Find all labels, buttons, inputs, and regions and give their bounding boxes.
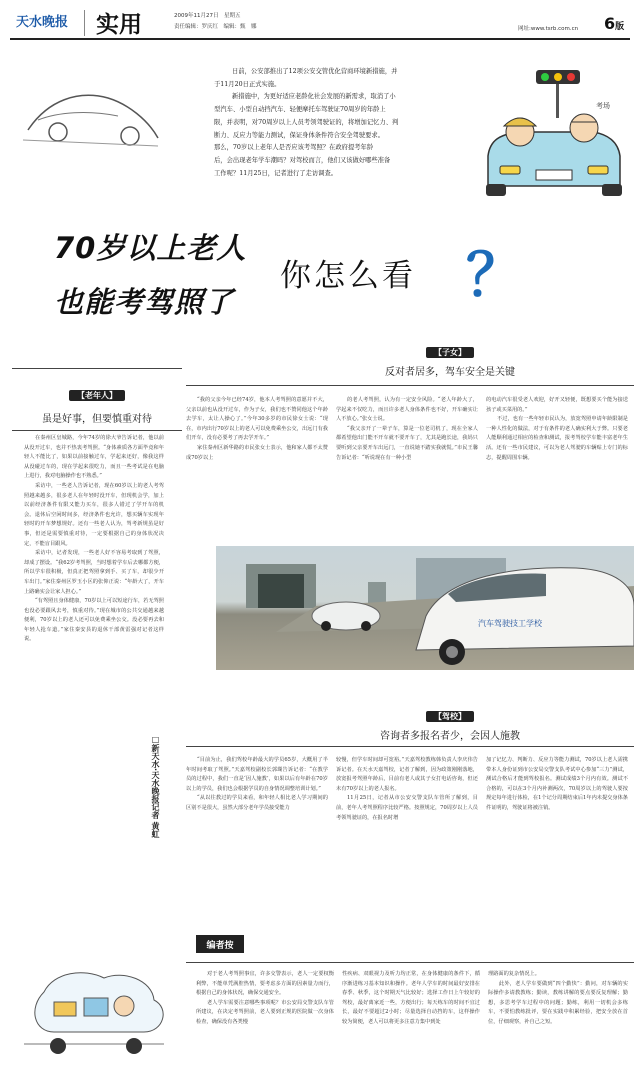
children-paragraph: “我父亲开了一辈子车，算是一位老司机了，现在全家人都希望他出门能不开车就不要开车了，尤其是跑长途，我妈只要听到父亲要开车出远门，一直说她不踏实我就慌。”市民王馨告诉记者：“听说现在有一种小型	[336, 425, 478, 461]
intro-line: 型汽车、小型自动挡汽车、轻便摩托车驾驶证70周岁的年龄上	[214, 106, 386, 114]
school-col-2	[336, 756, 478, 926]
date-line: 2009年11月27日 星期五	[174, 13, 241, 19]
editor-note-col-2	[342, 970, 480, 1066]
elder-paragraph: 采访中，一些老人告诉记者，现在60岁以上的老人考驾照越来越多，很多老人在年轻时没开车，但现机会学，加上以前经济条件有限又能力买车，很多人错过了学开车的机会。退休后空闲时间多，经济条件也允许，想买辆车实现年轻时的开车梦想规好。还有一些老人认为，驾考新规虽是好事，但还是需要慎重对待，一定要根据自己的身体状况决定，不能盲目跟风。	[24, 482, 164, 547]
header-divider	[84, 10, 85, 36]
elder-section	[12, 368, 182, 431]
children-paragraph: 家住秦州区新华路的市民张女士表示，他和家人都不太赞成70岁以上	[186, 444, 328, 461]
school-paragraph: 加了记忆力、判断力、反应力等能力测试，70岁以上老人需携带本人身份证到市公安局交警支队考试中心参加“三力”测试，测试合格后才能到驾校报名。测试成绩3个月内有效。测试不合格的，可以在3个月内补测两次，70周岁以上的驾驶人要按规定每年进行体检，在1个记分周期结束后1年内未提交身体条件证明的，驾驶证将被注销。	[486, 757, 628, 811]
school-subhead: 咨询者多报名者少，会因人施教	[380, 731, 520, 742]
school-paragraph: “目前为止，我们驾校年龄最大的学员65岁，大概用了半年时间考取了驾照。”天嘉驾校副校长郭瑚告诉记者：“在教学员的过程中，我们一直是‘因人施教’，如果以后有年龄在70岁以上的学员，我们也会根据学员的自身情况调整培训计划。”	[186, 757, 328, 792]
children-col-1	[186, 396, 328, 544]
intro-line: 限，并表明，对70周岁以上人员考领驾驶证的，将增加记忆力、判	[214, 118, 399, 126]
intro-line: 于11月20日正式实施。	[214, 80, 281, 88]
school-col-3	[486, 756, 628, 926]
editor-note-col-3	[488, 970, 628, 1066]
intro-block	[196, 66, 486, 180]
elder-paragraph: “有驾照且身体健康，70岁以上可以短途行车，若无驾照也没必要跟风去考，慎重对待。”现在城市的公共交通越来越便利，70岁以上的老人还可以免费乘坐公交。没必要再去和年轻人抢车道。”家住秦安县的退休干部黄雷强对记者这样说。	[24, 598, 164, 643]
editor-note-tag: 编者按	[196, 935, 244, 953]
header-rule	[10, 38, 630, 40]
photo-scene	[216, 546, 634, 670]
school-paragraph: 较慢，但学车时间却可宽裕。”天嘉驾校教练韩负责人李庆伟告诉记者。在天水天嘉驾校，记者了解到，因为政策刚刚落地，放宽报考驾照年龄后，目前有老人或其子女打电话咨询，但还未有70岁以上的老人报名。	[336, 757, 478, 792]
intro-line: 断力、反应力等能力测试，保证身体条件符合安全驾驶要求。	[214, 131, 385, 139]
elderly-drivers-cartoon	[480, 56, 630, 204]
children-col-2	[336, 396, 478, 544]
editor-note-paragraph: 性疾病、双眼视力及听力均正常，在身体健康的条件下，循序渐进练习基本知识和操作。老年人学车的时间最好安排在春季、秋季，这个时期天气比较好；选择工作日上午较好的驾校，最好离家近一些，方便出行；每天练车的时间不宜过长，最好不要超过2小时；尽量选择自动挡的车，这样操作较为简便，老人可以将更多注意力集中到处	[342, 971, 480, 1025]
school-tag: 【驾校】	[426, 711, 474, 722]
school-section	[300, 704, 600, 742]
driving-school-photo	[216, 546, 634, 670]
reporter-credit: □新天水·天水晚报记者 黄虹	[151, 735, 160, 838]
question-mark-icon: ？	[466, 241, 525, 309]
children-paragraph: 的电动汽车很受老人欢迎，好开又轻便，既想要买个能为接送孩子或买菜用的。”	[486, 397, 628, 413]
intro-line: 日前，公安部推出了12项公安交管优化营商环境新措施，并	[232, 68, 398, 75]
photo-sign: 汽车驾驶技工学校	[478, 619, 542, 628]
children-subhead: 反对者居多，驾车安全是关键	[385, 367, 515, 378]
intro-line: 后，会出现老年学车潮吗？对驾校而言，他们又该做好哪些准备	[214, 156, 391, 164]
editor-note-paragraph: 老人学车需要注意哪些事项呢？市公安局交警支队车管所建议，在决定考驾照前，老人要到正规的医院做一次身体检查，确保没有各类慢	[196, 999, 334, 1025]
children-section	[300, 340, 600, 378]
children-paragraph: 不过，也有一些年轻市民认为，放宽驾照申请年龄限制是一种人性化的做法，对于有条件的老人确实利大于弊。只要老人能顺利通过相应的检查和测试，报考驾校学车能丰富老年生活。还有一些市民建议，可以为老人驾驶的车辆贴上专门的标志，提醒周围车辆。	[486, 416, 628, 461]
editor-line: 责任编辑：罗庆红 编辑：甄 娜	[174, 24, 257, 30]
traffic-light-icon	[536, 70, 580, 118]
paper-name: 天水晚报	[16, 15, 69, 30]
children-paragraph: 的老人考驾照，认为有一定安全风险。“老人年龄大了，学起来不仅吃力，而且许多老人身体条件也不好，开车确实让人不放心。”张女士说。	[336, 397, 478, 423]
elder-subhead: 虽是好事，但要慎重对待	[42, 414, 152, 425]
car-cartoon-icon	[486, 114, 622, 196]
school-paragraph: 11月25日，记者从市公安交警支队车管所了解到，目前，老年人考驾照程序比较严格。按照规定，70周岁以上人员考领驾驶证的，在报名时增	[336, 795, 478, 821]
intro-line: 那么，70岁以上老年人是否应该考驾照？在政府提考年龄	[214, 144, 374, 152]
children-tag: 【子女】	[426, 347, 474, 358]
editor-note-paragraph: 此外，老人学车要做到“四个勤快”：勤问，对车辆的实际操作多请教教练；勤读，教练讲解的要点要反复理解；勤想，多思考学车过程中的问题；勤练，利用一切机会多练车，不要怕教练批评，要在实践中积累经验，把安全放在首位，仔细观察，补自己之短。	[488, 980, 628, 1025]
headline-line-2: 也能考驾照了	[54, 285, 235, 319]
intro-line: 新措施中，为更好适应老龄化社会发展的新需求，取消了小	[232, 93, 396, 101]
children-col-3	[486, 396, 628, 544]
children-paragraph: “我的父亲今年已经74岁，他本人考驾照的意愿并不大，父亲以前也从没开过车，作为子女，我们也不赞同他这个年龄去学车，太让人操心了。”今年30多岁的市民徐女士说：“现在，市内出行70岁以上的老人可以免费乘坐公交，出远门有我们开车，没有必要考了再去学开车。”	[186, 397, 328, 442]
editor-note-col-1	[196, 970, 334, 1066]
page-number: 6版	[604, 14, 625, 33]
section-title: 实用	[96, 11, 142, 38]
school-paragraph: “从以往教过的学员来看，和年轻人相比老人学习期间的区别不是很大，虽然大部分老年学员接受能力	[186, 795, 328, 811]
intro-line: 工作呢？11月25日，记者进行了走访调查。	[214, 169, 338, 177]
headline-ask: 你怎么看	[280, 258, 416, 294]
car-sketch-illustration	[18, 60, 166, 150]
editor-note-paragraph: 对于老人考驾照事宜，许多交警表示，老人一定要权衡利弊，不能单凭满腔热情，要考虑多方面的因素量力而行，根据自己的身体状况，确保交通安全。	[196, 971, 334, 997]
elder-paragraph: 在秦州区皇城路，今年74岁的徐大爷告诉记者，他以前从没开过车，也并不热衷考驾照。“身体素质各方面毕竟和年轻人不能比了，如果以前接触过车，学起来还好，像我这样从没碰过车的，现在学起来很吃力，而且一些考试是在电脑上进行，我对电脑操作也不熟悉。”	[24, 435, 164, 480]
headline-line-1: 70岁以上老人	[54, 231, 247, 265]
school-col-1	[186, 756, 328, 926]
editor-note-paragraph: 理路面的复杂情况上。	[488, 971, 540, 977]
elder-paragraph: 采访中，记者发现，一些老人好不容易考取到了驾照，却成了摆设。“我62岁考驾照，当时想着学车后去哪都方便，所以学车很积极，但真正把驾照拿到手、买了车，却很少开车出门。”家住秦州区罗玉小区的张仰正说：“年龄大了，开车上路确实会让家人担心。”	[24, 550, 164, 595]
study-cartoon	[14, 962, 174, 1062]
elder-tag: 【老年人】	[69, 390, 125, 401]
elder-body	[24, 434, 164, 874]
cartoon-sign: 考场	[596, 102, 610, 110]
website: 网址:www.tsrb.com.cn	[518, 26, 579, 32]
